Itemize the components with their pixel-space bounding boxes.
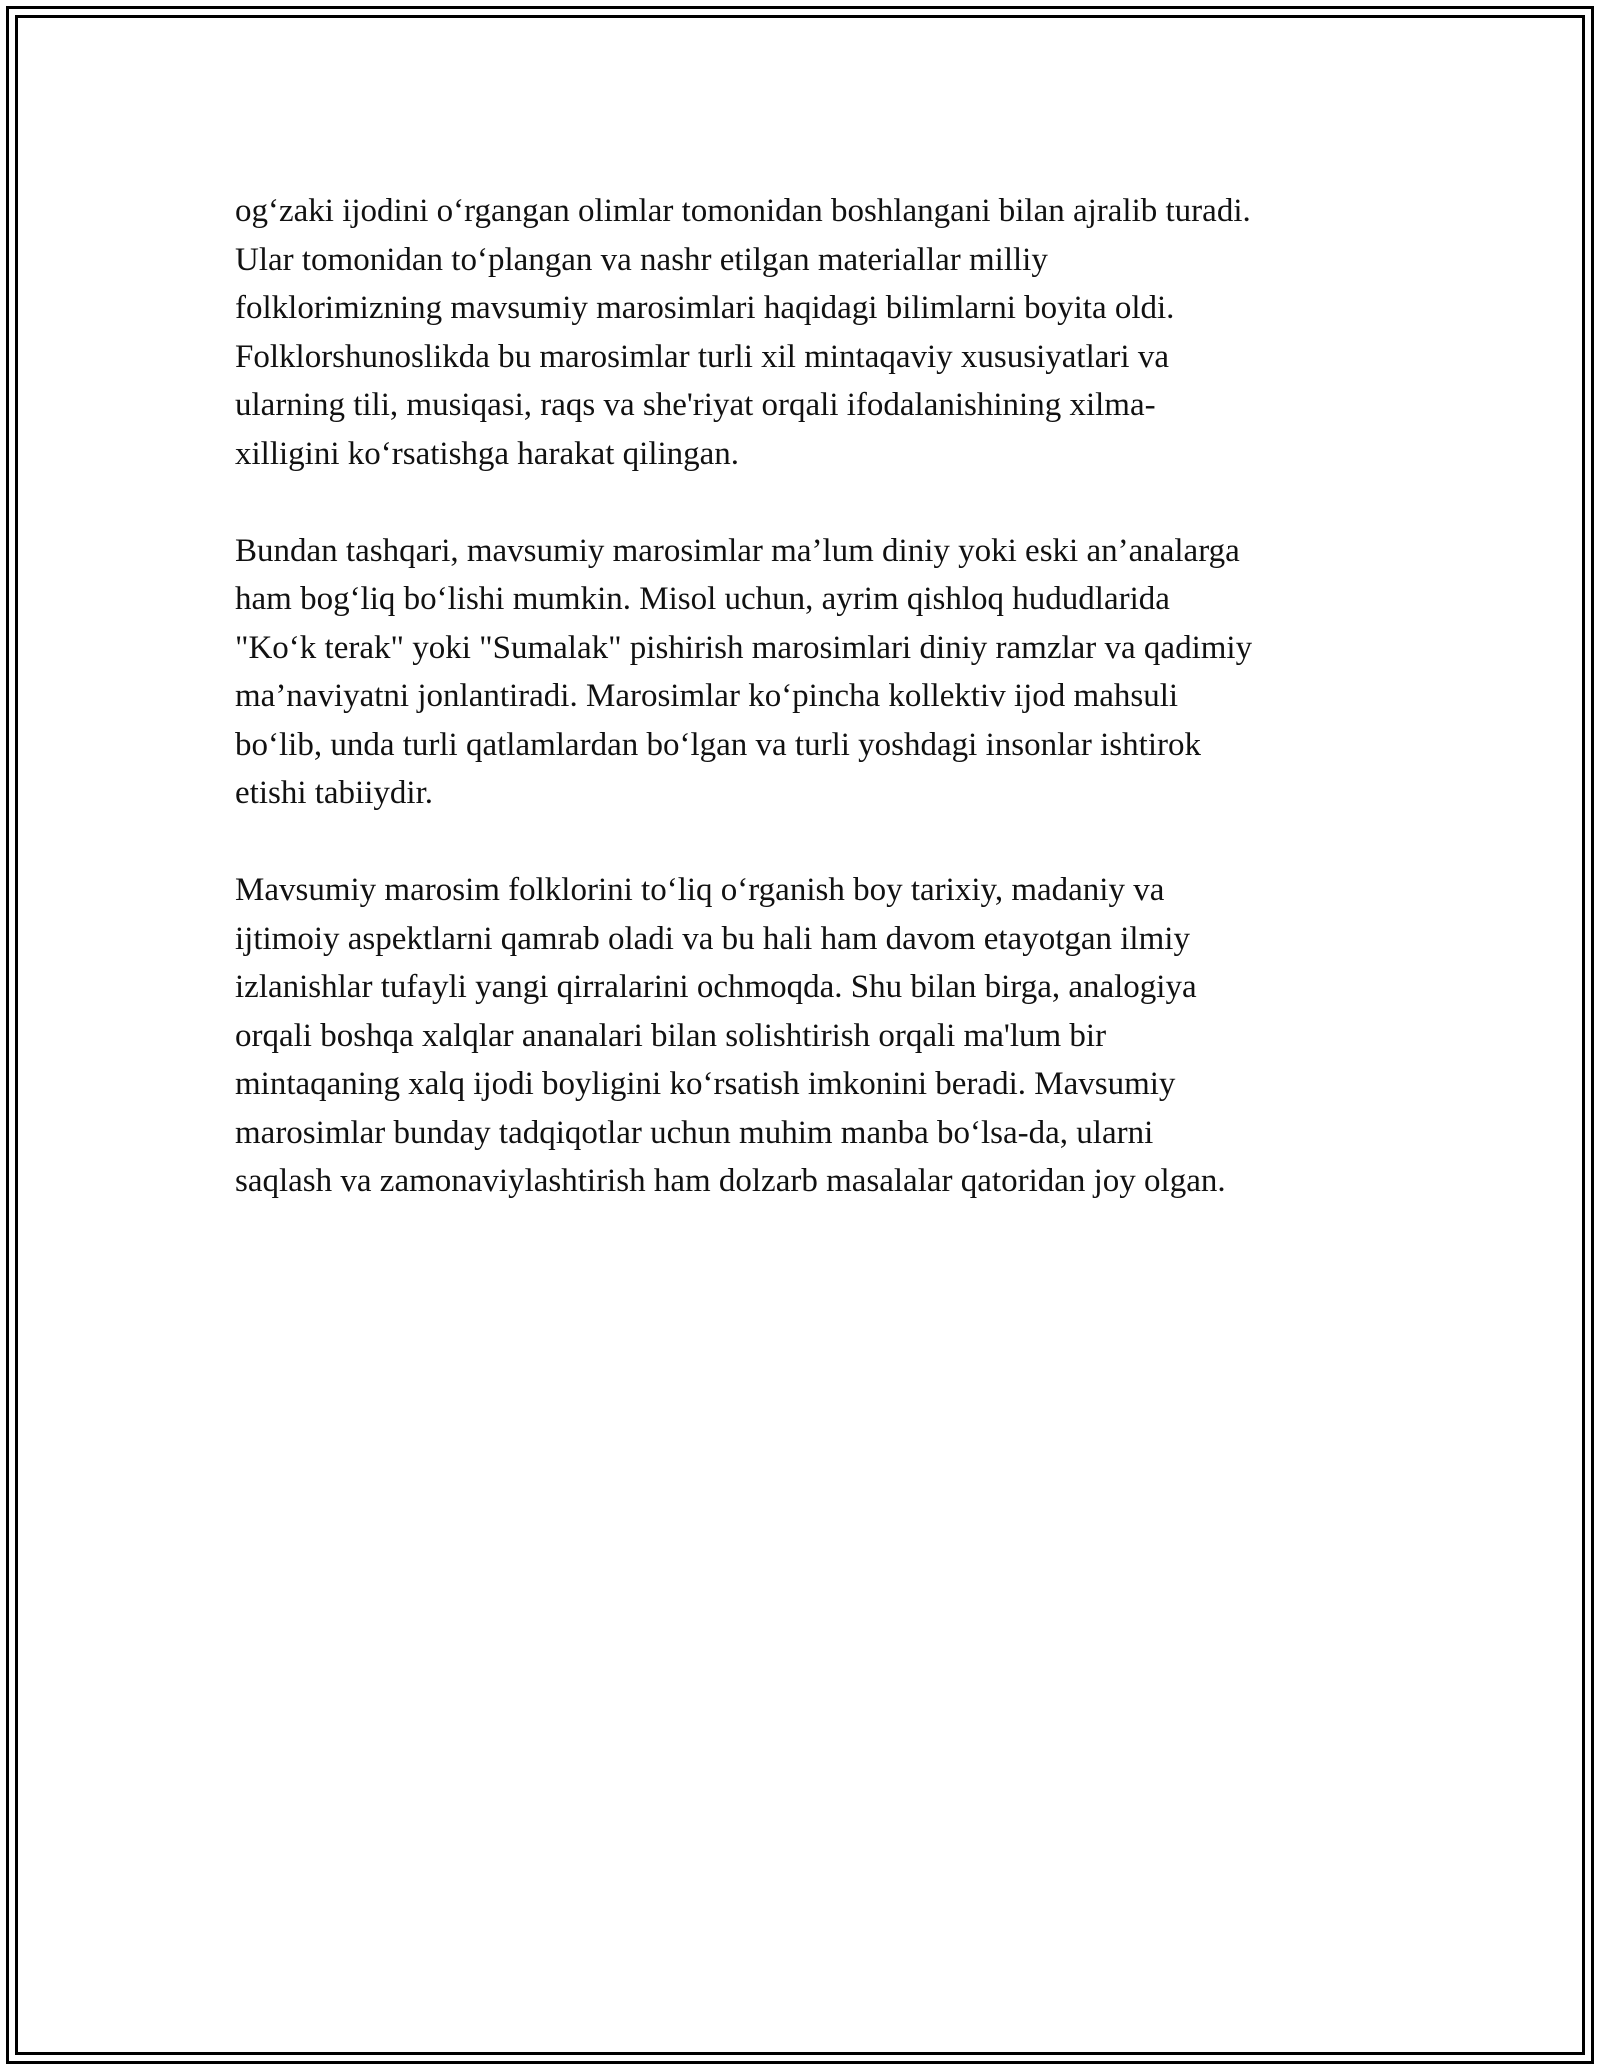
- text-line: ham bog‘liq bo‘lishi mumkin. Misol uchun, ayrim qishloq hududlarida: [235, 581, 1170, 617]
- text-line: orqali boshqa xalqlar ananalari bilan solishtirish orqali ma'lum bir: [235, 1017, 1107, 1054]
- text-line: etishi tabiiydir.: [235, 775, 433, 811]
- text-line: ma’naviyatni jonlantiradi. Marosimlar ko‘pincha kollektiv ijod mahsuli: [235, 678, 1179, 714]
- text-line: og‘zaki ijodini o‘rgangan olimlar tomonidan boshlangani bilan ajralib turadi.: [235, 193, 1251, 229]
- text-line: folklorimizning mavsumiy marosimlari haqidagi bilimlarni boyita oldi.: [235, 290, 1175, 326]
- text-line: marosimlar bunday tadqiqotlar uchun muhim manba bo‘lsa-da, ularni: [235, 1114, 1154, 1151]
- text-line: izlanishlar tufayli yangi qirralarini ochmoqda. Shu bilan birga, analogiya: [235, 969, 1197, 1005]
- text-line: ijtimoiy aspektlarni qamrab oladi va bu hali ham davom etayotgan ilmiy: [235, 920, 1190, 957]
- text-line: Ular tomonidan to‘plangan va nashr etilgan materiallar milliy: [235, 241, 1048, 278]
- text-line: xilligini ko‘rsatishga harakat qilingan.: [235, 435, 740, 472]
- text-line: bo‘lib, unda turli qatlamlardan bo‘lgan va turli yoshdagi insonlar ishtirok: [235, 726, 1201, 763]
- paragraph-1: [235, 187, 1385, 478]
- text-line: Bundan tashqari, mavsumiy marosimlar ma’lum diniy yoki eski an’analarga: [235, 532, 1240, 569]
- paragraph-2: [235, 527, 1385, 818]
- text-line: Folklorshunoslikda bu marosimlar turli xil mintaqaviy xususiyatlari va: [235, 338, 1169, 375]
- paragraph-3: [235, 866, 1385, 1206]
- text-line: Mavsumiy marosim folklorini to‘liq o‘rganish boy tarixiy, madaniy va: [235, 872, 1165, 908]
- text-line: "Ko‘k terak" yoki "Sumalak" pishirish marosimlari diniy ramzlar va qadimiy: [235, 629, 1253, 666]
- text-line: saqlash va zamonaviylashtirish ham dolzarb masalalar qatoridan joy olgan.: [235, 1163, 1226, 1199]
- text-line: mintaqaning xalq ijodi boyligini ko‘rsatish imkonini beradi. Mavsumiy: [235, 1066, 1176, 1102]
- document-body: [235, 187, 1385, 1206]
- text-line: ularning tili, musiqasi, raqs va she'riyat orqali ifodalanishining xilma-: [235, 387, 1156, 423]
